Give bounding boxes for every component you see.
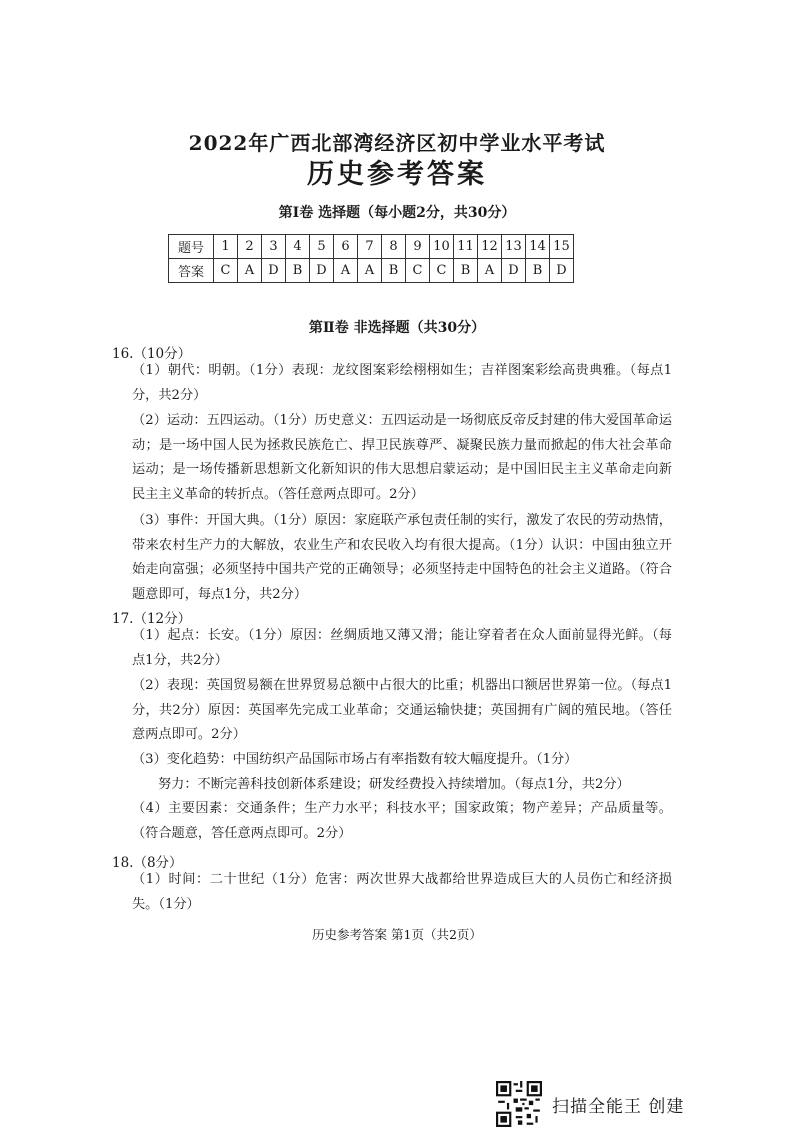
answer-cell: B (382, 259, 406, 283)
question-number-row (169, 235, 574, 259)
answer-cell: A (334, 259, 358, 283)
row-label-answer: 答案 (169, 259, 214, 283)
q18-answer-1: （1）时间：二十世纪（1分）危害：两次世界大战都给世界造成巨大的人员伤亡和经济损失。（1分） (132, 872, 672, 912)
number-cell: 9 (406, 235, 430, 259)
answer-cell: A (358, 259, 382, 283)
answer-cell: D (310, 259, 334, 283)
q16-answer-3: （3）事件：开国大典。（1分）原因：家庭联产承包责任制的实行，激发了农民的劳动热情，带来农村生产力的大解放，农业生产和农民收入均有很大提高。（1分）认识：中国由独立开始走向富强；必须坚持中国共产党的正确领导；必须坚持走中国特色的社会主义道路。（符合题意即可，每点1分，共2分） (132, 513, 672, 602)
number-cell: 6 (334, 235, 358, 259)
answer-cell: A (478, 259, 502, 283)
answer-row (169, 259, 574, 283)
number-cell: 3 (262, 235, 286, 259)
answer-cell: C (430, 259, 454, 283)
q17-answer-3-trend: （3）变化趋势：中国纺织产品国际市场占有率指数有较大幅度提升。（1分） (132, 752, 578, 767)
exam-subtitle: 历史参考答案 (307, 159, 487, 190)
number-cell: 5 (310, 235, 334, 259)
number-cell: 15 (550, 235, 574, 259)
answer-cell: B (286, 259, 310, 283)
number-cell: 2 (238, 235, 262, 259)
number-cell: 14 (526, 235, 550, 259)
part1-heading: 第Ⅰ卷 选择题（每小题2分，共30分） (278, 205, 516, 221)
scanner-watermark: 扫描全能王 创建 (552, 1097, 685, 1117)
answer-cell: D (502, 259, 526, 283)
number-cell: 4 (286, 235, 310, 259)
q17-label: 17.（12分） (112, 611, 192, 627)
q17-answer-2: （2）表现：英国贸易额在世界贸易总额中占很大的比重；机器出口额居世界第一位。（每点1分，共2分）原因：英国率先完成工业革命；交通运输快捷；英国拥有广阔的殖民地。（答任意两点即可。2分） (132, 678, 672, 743)
answer-cell: D (550, 259, 574, 283)
answer-cell: B (454, 259, 478, 283)
number-cell: 8 (382, 235, 406, 259)
number-cell: 10 (430, 235, 454, 259)
answer-cell: B (526, 259, 550, 283)
q16-answer-1: （1）朝代：明朝。（1分）表现：龙纹图案彩绘栩栩如生；吉祥图案彩绘高贵典雅。（每点1分，共2分） (132, 363, 672, 403)
q16-answer-2: （2）运动：五四运动。（1分）历史意义：五四运动是一场彻底反帝反封建的伟大爱国革命运动；是一场中国人民为拯救民族危亡、捍卫民族尊严、凝聚民族力量而掀起的伟大社会革命运动；是一场传播新思想新文化新知识的伟大思想启蒙运动；是中国旧民主主义革命走向新民主主义革命的转折点。（答任意两点即可。2分） (132, 413, 672, 502)
q17-answer-4: （4）主要因素：交通条件；生产力水平；科技水平；国家政策；物产差异；产品质量等。（符合题意，答任意两点即可。2分） (132, 801, 672, 841)
number-cell: 1 (214, 235, 238, 259)
number-cell: 12 (478, 235, 502, 259)
answer-cell: C (406, 259, 430, 283)
q16-label: 16.（10分） (112, 346, 192, 362)
answer-cell: A (238, 259, 262, 283)
answer-table (168, 234, 574, 283)
q17-answer-3-effort: 努力：不断完善科技创新体系建设；研发经费投入持续增加。（每点1分，共2分） (158, 777, 630, 792)
q17-answer-1: （1）起点：长安。（1分）原因：丝绸质地又薄又滑；能让穿着者在众人面前显得光鲜。（每点1分，共2分） (132, 628, 672, 668)
answer-cell: D (262, 259, 286, 283)
number-cell: 13 (502, 235, 526, 259)
qr-code-icon (496, 1081, 542, 1127)
part2-heading: 第Ⅱ卷 非选择题（共30分） (308, 320, 486, 336)
page-footer: 历史参考答案 第1页（共2页） (312, 927, 482, 942)
number-cell: 7 (358, 235, 382, 259)
number-cell: 11 (454, 235, 478, 259)
exam-title: 2022年广西北部湾经济区初中学业水平考试 (188, 131, 606, 155)
row-label-number: 题号 (169, 235, 214, 259)
answer-cell: C (214, 259, 238, 283)
q18-label: 18.（8分） (112, 855, 183, 871)
